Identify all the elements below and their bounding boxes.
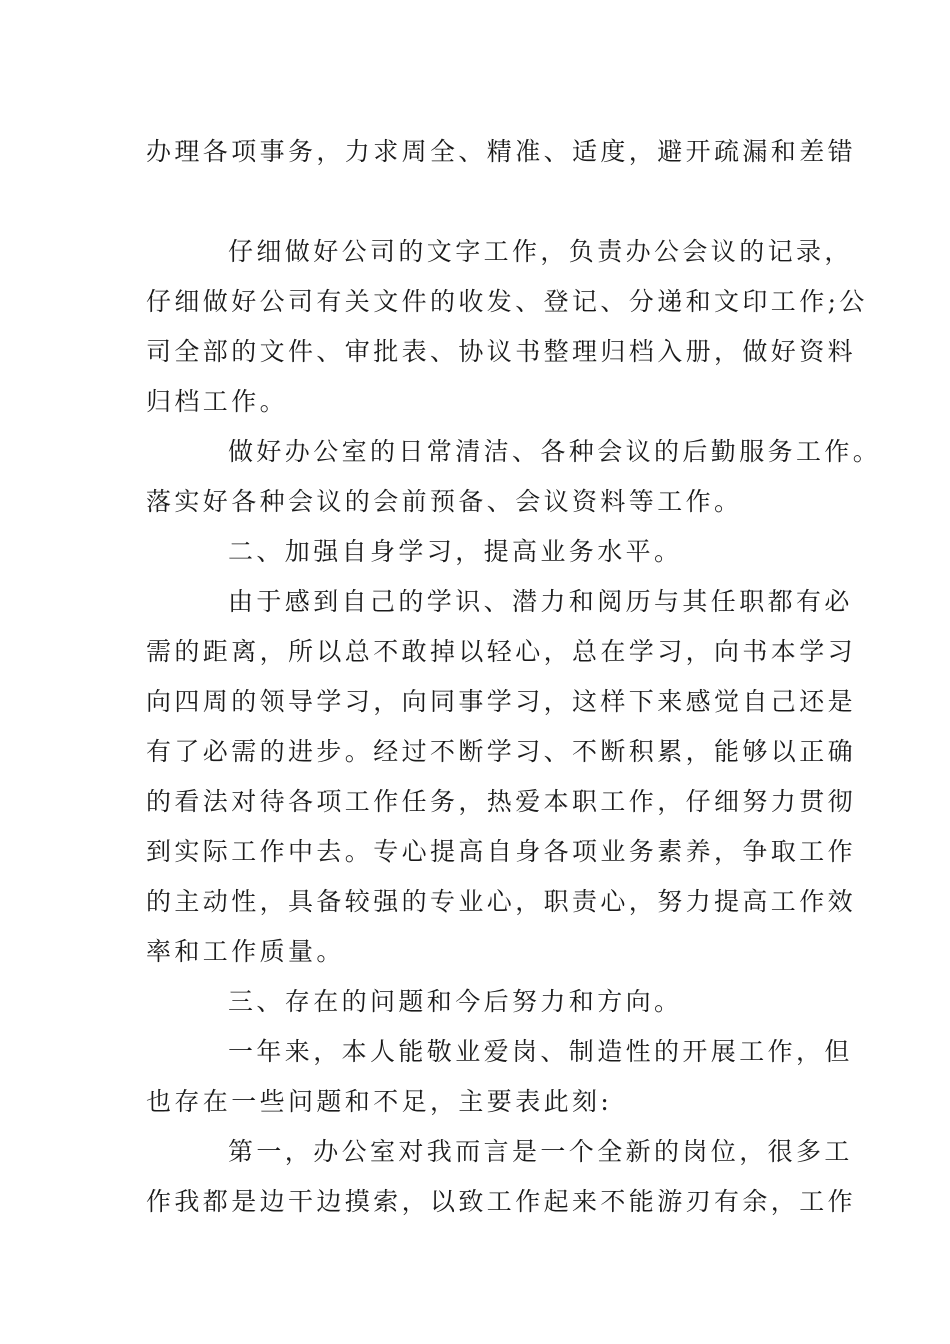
paragraph-first-line: 一年来，本人能敬业爱岗、制造性的开展工作，但 [228,1037,853,1066]
text-line: 需的距离，所以总不敢掉以轻心，总在学习，向书本学习 [146,637,857,666]
text-line: 到实际工作中去。专心提高自身各项业务素养，争取工作 [146,837,857,866]
text-line: 作我都是边干边摸索，以致工作起来不能游刃有余，工作 [146,1187,857,1216]
text-line: 率和工作质量。 [146,937,345,966]
text-line: 办理各项事务，力求周全、精准、适度，避开疏漏和差错 [146,137,857,166]
text-line: 的看法对待各项工作任务，热爱本职工作，仔细努力贯彻 [146,787,857,816]
text-line: 仔细做好公司有关文件的收发、登记、分递和文印工作;公 [146,287,868,316]
paragraph-first-line: 做好办公室的日常清洁、各种会议的后勤服务工作。 [228,437,882,466]
paragraph-first-line: 第一，办公室对我而言是一个全新的岗位，很多工 [228,1137,853,1166]
text-line: 有了必需的进步。经过不断学习、不断积累，能够以正确 [146,737,857,766]
text-line: 的主动性，具备较强的专业心，职责心，努力提高工作效 [146,887,857,916]
text-line: 司全部的文件、审批表、协议书整理归档入册，做好资料 [146,337,857,366]
text-line: 向四周的领导学习，向同事学习，这样下来感觉自己还是 [146,687,857,716]
paragraph-first-line: 仔细做好公司的文字工作，负责办公会议的记录， [228,237,853,266]
section-heading: 二、加强自身学习，提高业务水平。 [228,537,683,566]
text-line: 也存在一些问题和不足，主要表此刻: [146,1087,613,1116]
text-line: 归档工作。 [146,387,289,416]
paragraph-first-line: 由于感到自己的学识、潜力和阅历与其任职都有必 [228,587,853,616]
section-heading: 三、存在的问题和今后努力和方向。 [228,987,683,1016]
text-line: 落实好各种会议的会前预备、会议资料等工作。 [146,487,743,516]
